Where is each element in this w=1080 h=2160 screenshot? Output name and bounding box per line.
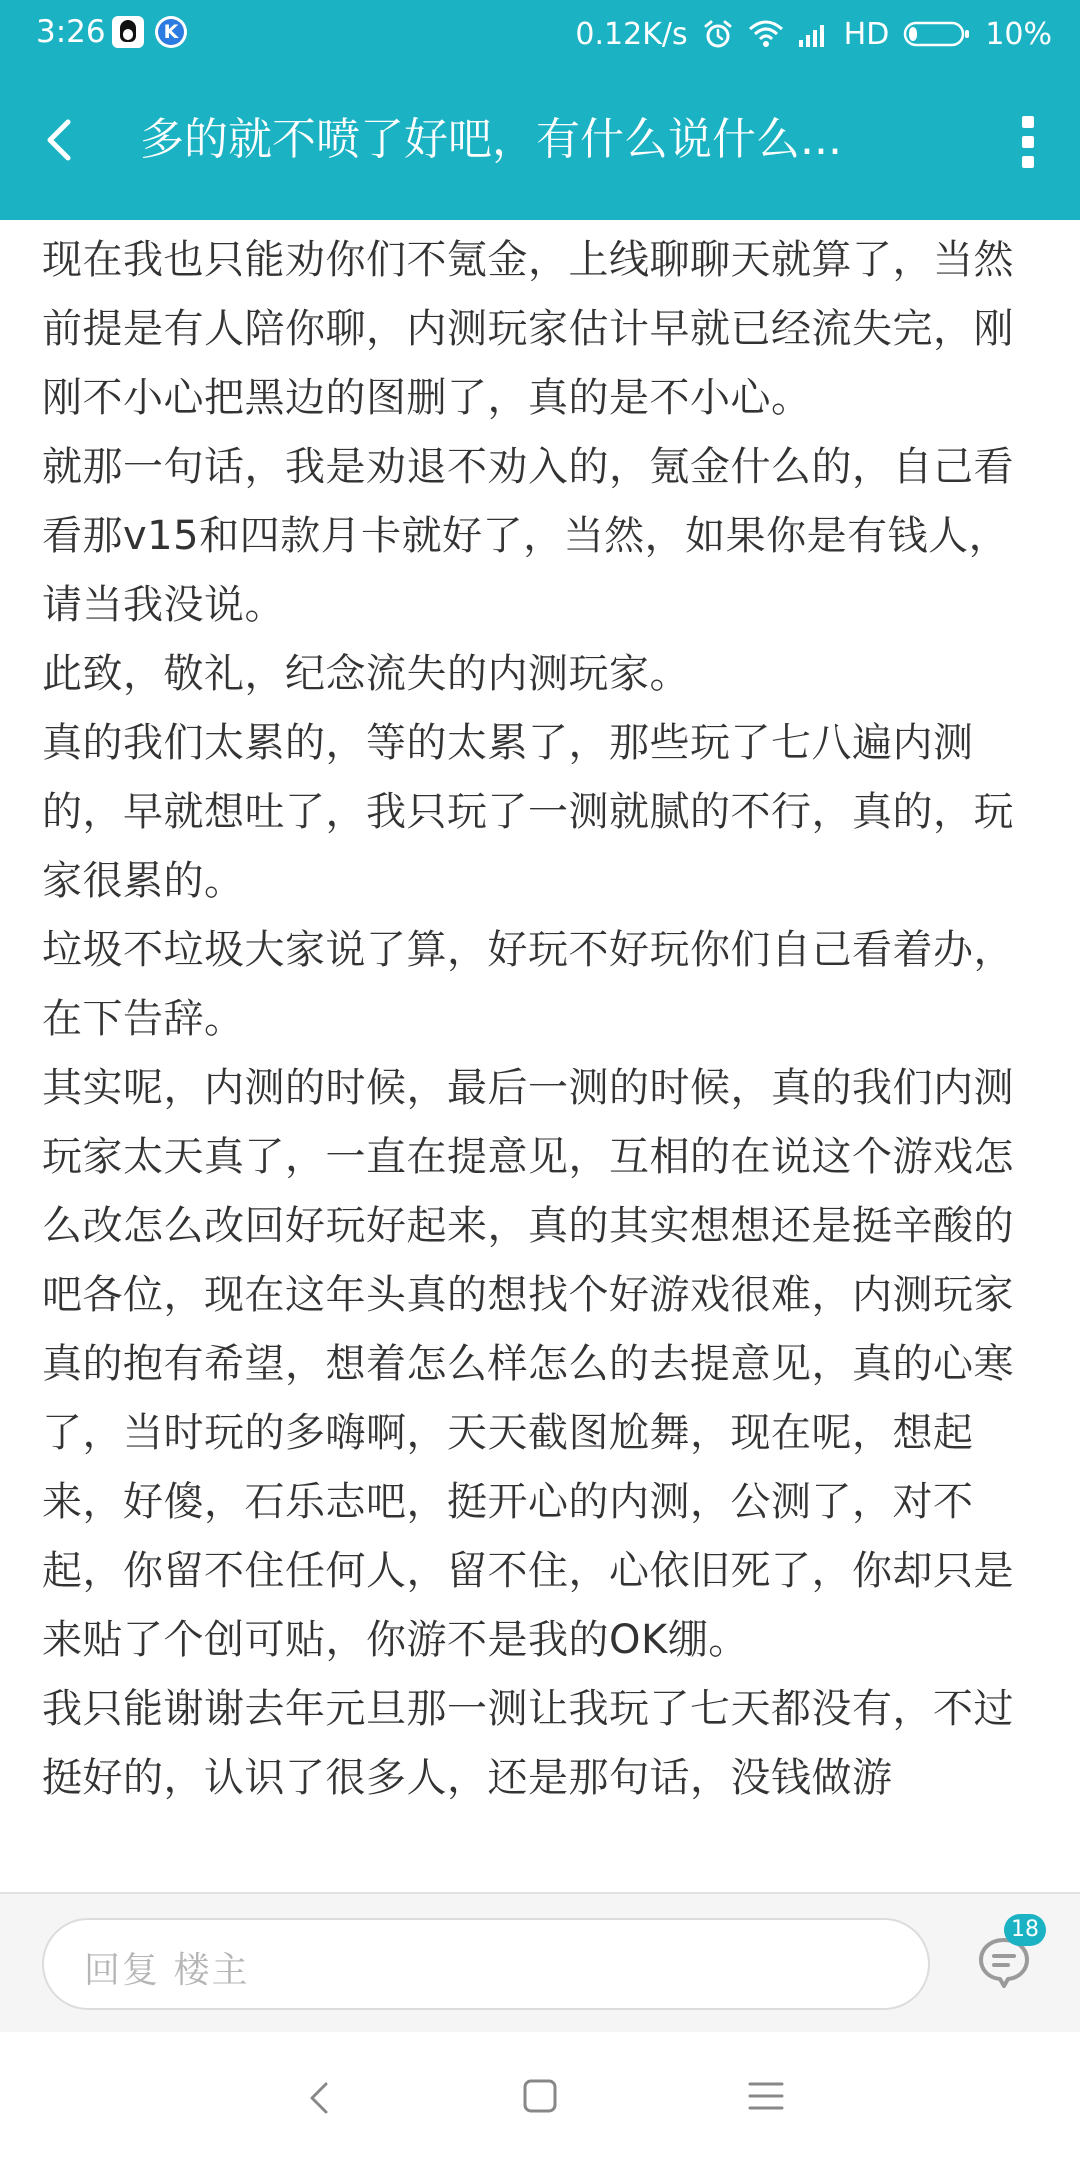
net-speed: 0.12K/s: [575, 16, 688, 52]
status-bar: [0, 0, 1080, 66]
post-content: [42, 226, 1042, 1890]
app-header: [0, 0, 1080, 220]
network-type: HD: [843, 16, 890, 52]
page-title: 多的就不喷了好吧，有什么说什么...: [140, 114, 842, 165]
status-right-group: [575, 14, 1052, 54]
nav-back-icon: [300, 2078, 340, 2118]
battery-percent: 10%: [985, 16, 1052, 52]
alarm-icon: [702, 18, 734, 50]
k-app-notification-icon: K: [155, 16, 187, 48]
post-paragraph: 就那一句话，我是劝退不劝入的，氪金什么的，自己看看那v15和四款月卡就好了，当然，如果你是有钱人，请当我没说。: [42, 444, 1014, 628]
reply-bar: [0, 1892, 1080, 2032]
back-arrow-icon: [30, 110, 90, 170]
more-dot-icon: [1022, 156, 1034, 168]
post-paragraph: 真的我们太累的，等的太累了，那些玩了七八遍内测的，早就想吐了，我只玩了一测就腻的不行，真的，玩家很累的。: [42, 720, 1014, 904]
reply-placeholder: 回复 楼主: [84, 1950, 250, 1991]
qq-notification-icon: [112, 16, 144, 48]
nav-back-button[interactable]: [300, 2078, 340, 2118]
nav-home-icon: [520, 2076, 560, 2116]
more-dot-icon: [1022, 136, 1034, 148]
nav-home-button[interactable]: [520, 2076, 560, 2116]
signal-icon: [798, 20, 830, 48]
wifi-icon: [748, 19, 784, 49]
back-button[interactable]: [30, 110, 90, 170]
more-options-button[interactable]: [1008, 112, 1048, 172]
nav-recents-button[interactable]: [746, 2076, 786, 2116]
post-paragraph: 我只能谢谢去年元旦那一测让我玩了七天都没有，不过挺好的，认识了很多人，还是那句话，没钱做游: [42, 1686, 1014, 1801]
system-nav-bar: [0, 2032, 1080, 2160]
battery-icon: [903, 20, 971, 48]
more-dot-icon: [1022, 116, 1034, 128]
nav-menu-icon: [746, 2076, 786, 2116]
status-time: 3:26: [36, 14, 106, 50]
post-paragraph: 垃圾不垃圾大家说了算，好玩不好玩你们自己看着办，在下告辞。: [42, 927, 1014, 1042]
reply-input[interactable]: [42, 1918, 930, 2010]
post-paragraph: 此致，敬礼，纪念流失的内测玩家。: [42, 651, 690, 697]
title-bar: [0, 66, 1080, 220]
post-paragraph: 现在我也只能劝你们不氪金，上线聊聊天就算了，当然前提是有人陪你聊，内测玩家估计早就已经流失完，刚刚不小心把黑边的图删了，真的是不小心。: [42, 237, 1014, 421]
post-paragraph: 其实呢，内测的时候，最后一测的时候，真的我们内测玩家太天真了，一直在提意见，互相的在说这个游戏怎么改怎么改回好玩好起来，真的其实想想还是挺辛酸的吧各位，现在这年头真的想找个好游戏很难，内测玩家真的抱有希望，想着怎么样怎么的去提意见，真的心寒了，当时玩的多嗨啊，天天截图尬舞，现在呢，想起来，好傻，石乐志吧，挺开心的内测，公测了，对不起，你留不住任何人，留不住，心依旧死了，你却只是来贴了个创可贴，你游不是我的OK绷。: [42, 1065, 1014, 1663]
comment-count-badge: 18: [1004, 1914, 1046, 1946]
